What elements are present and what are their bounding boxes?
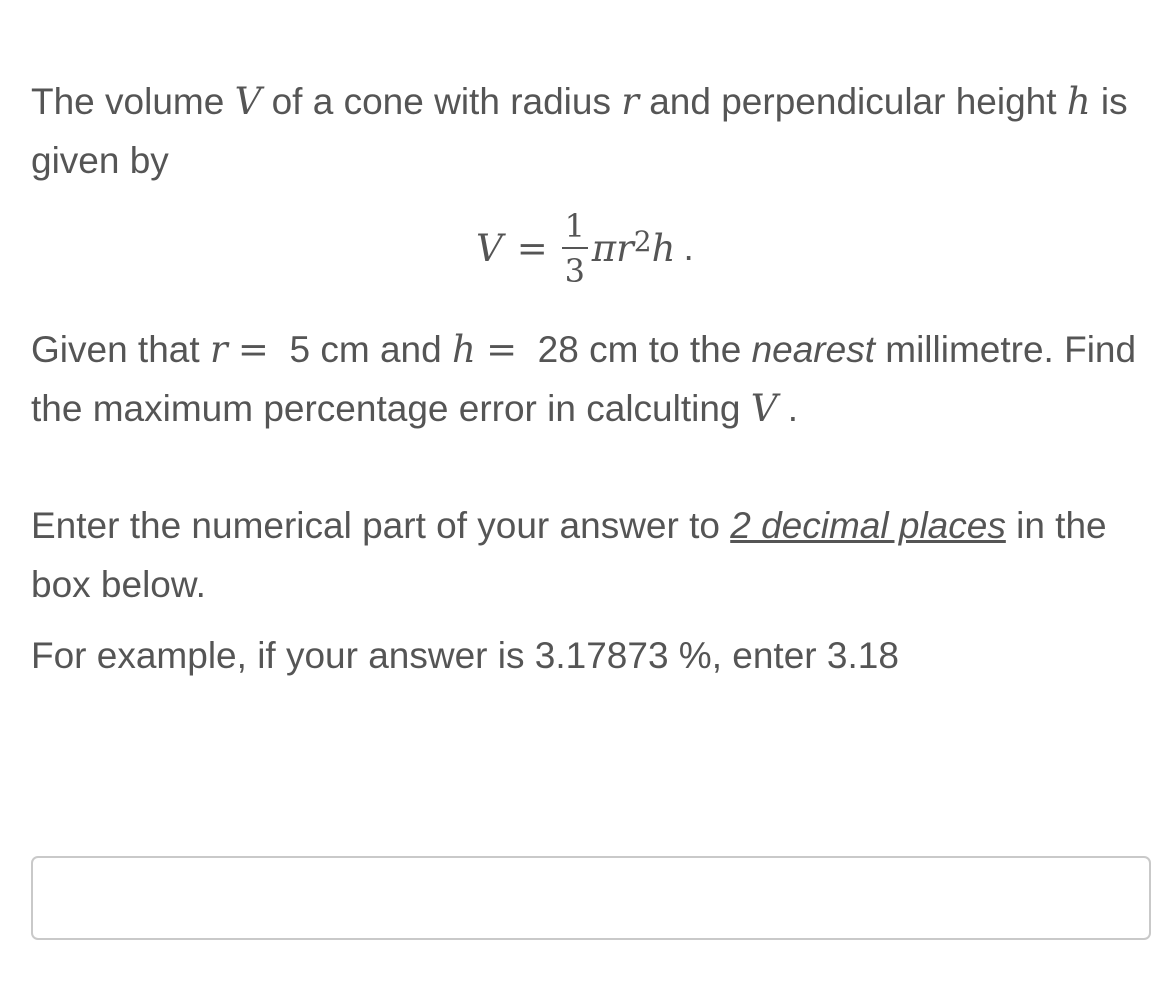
intro-text-4: is given by bbox=[31, 81, 1128, 181]
given-equals-1: = bbox=[237, 328, 269, 371]
formula-pi-r: πr bbox=[591, 226, 634, 270]
question-example: For example, if your answer is 3.17873 %, enter 3.18 bbox=[31, 635, 899, 676]
volume-formula: V = $\frac{1}{3}$ πr $^2$ h . bbox=[476, 206, 694, 290]
formula-fraction bbox=[562, 208, 588, 289]
given-text-1: Given that bbox=[31, 329, 210, 370]
formula-dot: . bbox=[683, 227, 694, 268]
given-var-h: h bbox=[451, 328, 476, 371]
intro-text-3: and perpendicular height bbox=[638, 81, 1067, 122]
given-text-2: millimetre. Find the maximum percentage error in calculting bbox=[31, 329, 1137, 429]
decimal-places-link[interactable]: 2 decimal places bbox=[730, 505, 1006, 546]
instruction-text-2: in the box below. bbox=[31, 505, 1107, 605]
fraction-numerator: 1 bbox=[564, 206, 585, 245]
math-var-r: r bbox=[621, 80, 639, 123]
question-instruction bbox=[31, 496, 1141, 614]
fraction-denominator: 3 bbox=[564, 251, 585, 290]
formula-lhs: V bbox=[476, 226, 503, 270]
given-var-r: r bbox=[209, 328, 228, 371]
given-r-value: 5 cm and bbox=[289, 329, 452, 370]
answer-input[interactable] bbox=[31, 856, 1151, 940]
given-nearest: nearest bbox=[751, 329, 875, 370]
question-content bbox=[31, 72, 1141, 685]
intro-text-1: The volume bbox=[31, 81, 235, 122]
instruction-text-1: Enter the numerical part of your answer to bbox=[31, 505, 731, 546]
formula-h: h bbox=[651, 226, 676, 270]
question-given bbox=[31, 320, 1141, 438]
given-var-v: V bbox=[750, 387, 778, 430]
given-text-3: . bbox=[777, 388, 799, 429]
math-var-h: h bbox=[1066, 80, 1091, 123]
intro-text-2: of a cone with radius bbox=[261, 81, 622, 122]
math-var-v: V bbox=[234, 80, 262, 123]
fraction-bar bbox=[562, 247, 588, 249]
question-intro bbox=[31, 72, 1141, 190]
given-h-value: 28 cm to the bbox=[537, 329, 752, 370]
given-equals-2: = bbox=[486, 328, 518, 371]
formula-equals: = bbox=[516, 226, 548, 270]
